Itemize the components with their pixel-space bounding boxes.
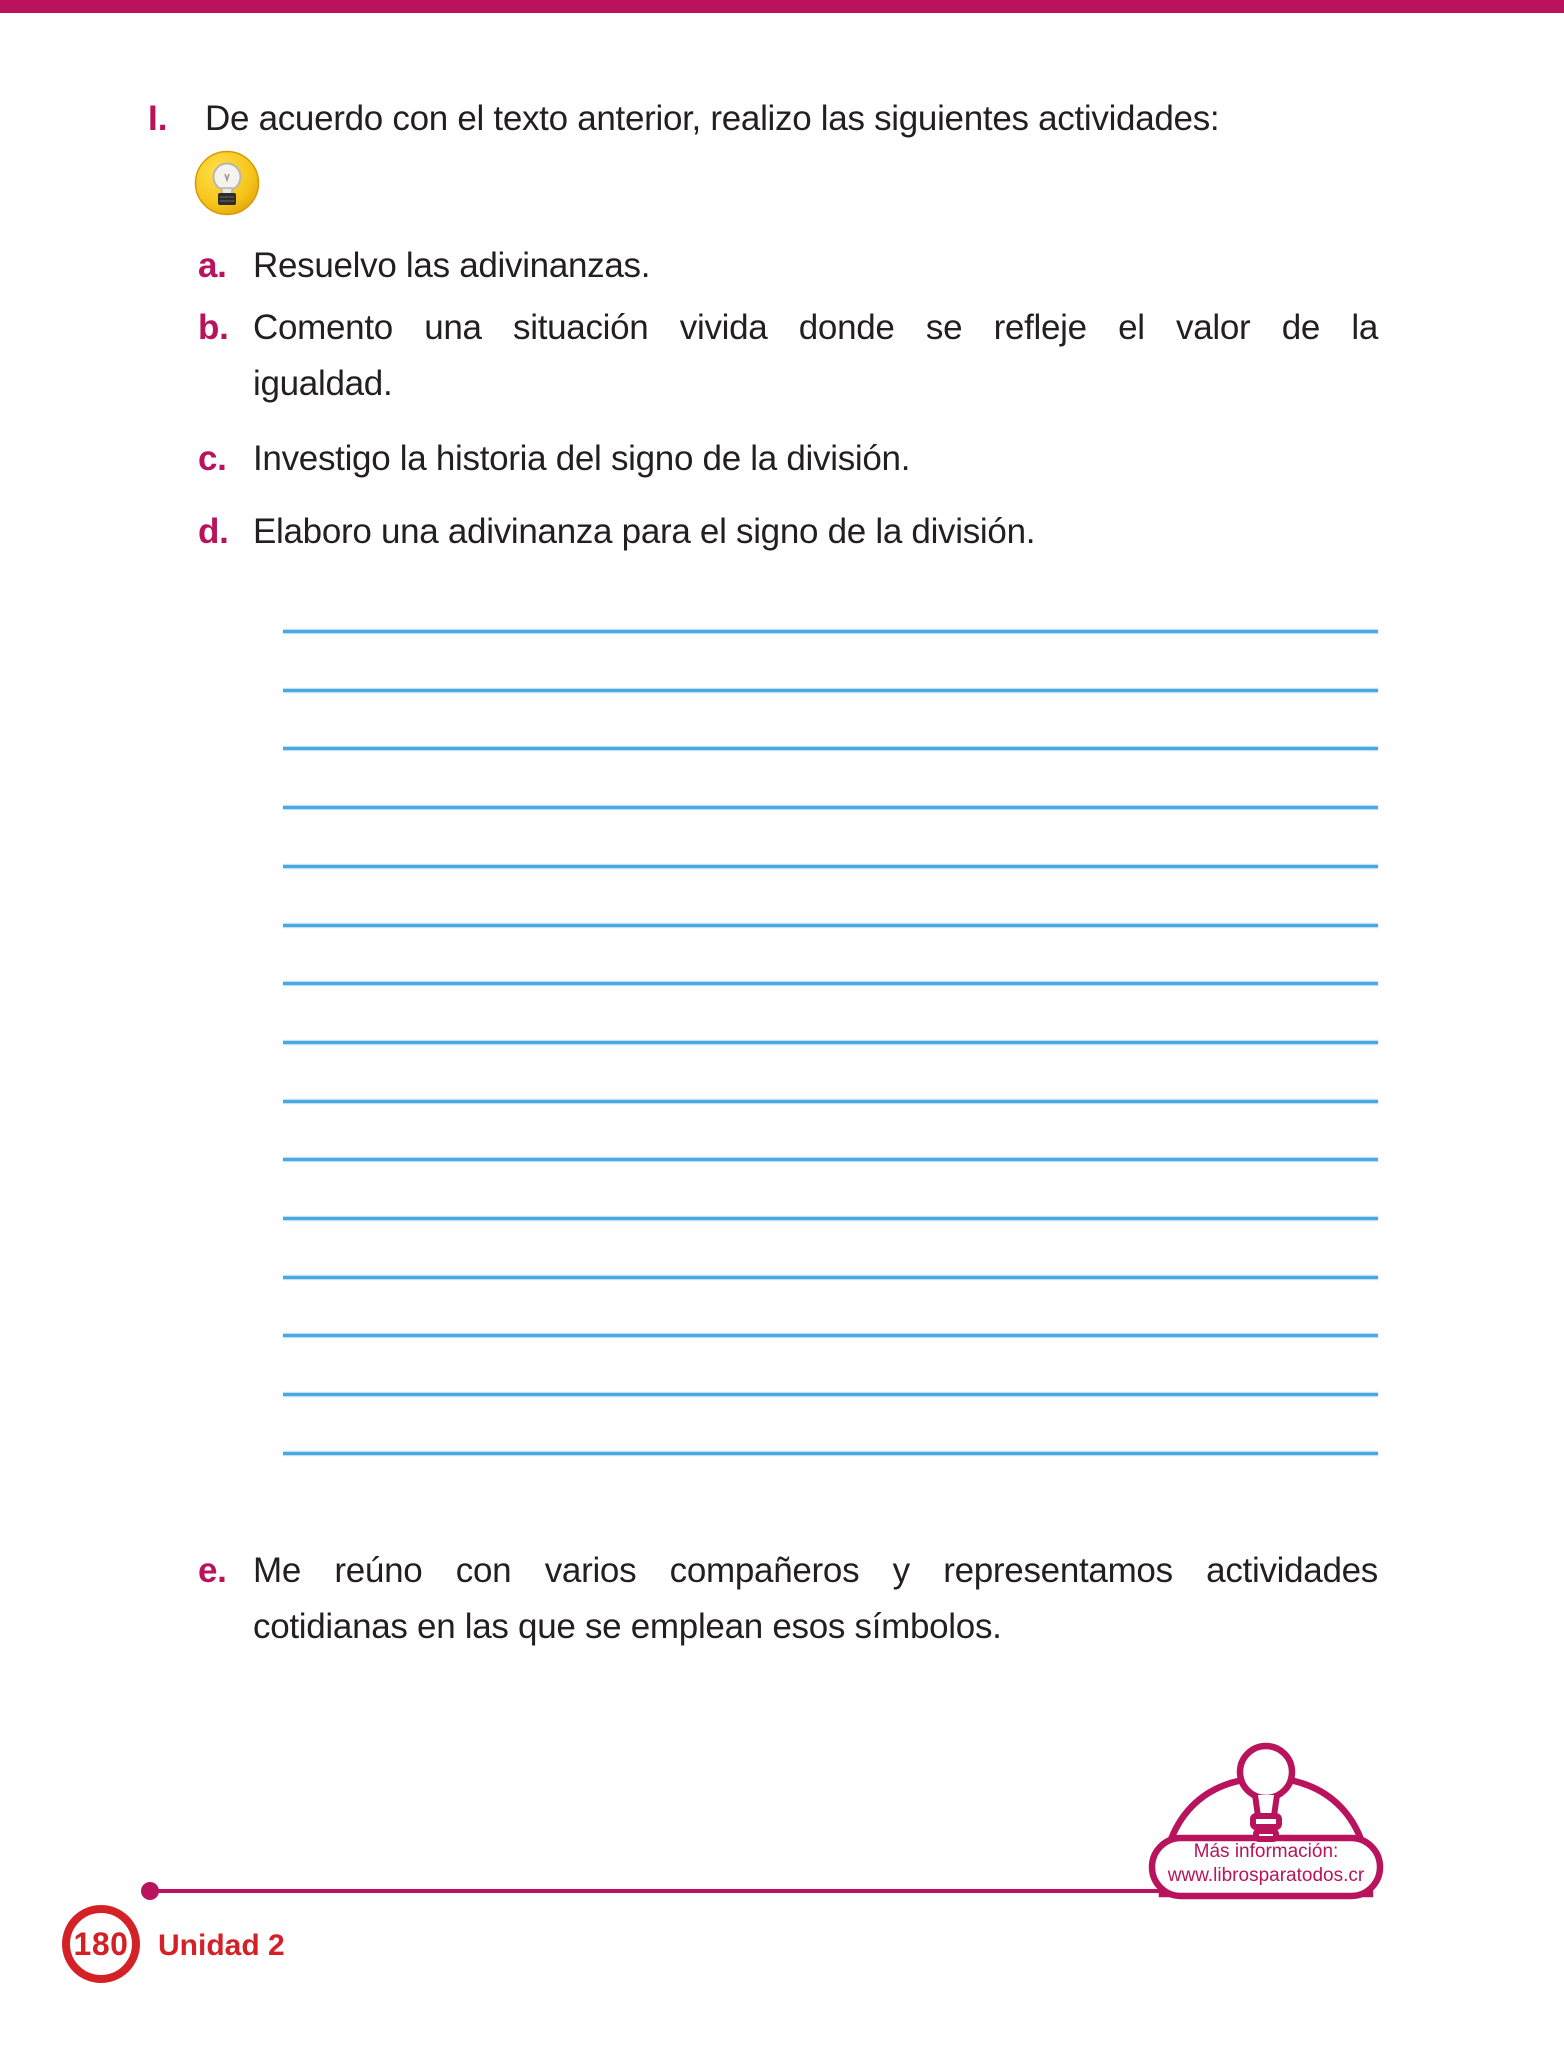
more-info-badge (1146, 1742, 1386, 1902)
activity-text-line: Resuelvo las adivinanzas. (253, 246, 651, 285)
writing-line (283, 1334, 1378, 1337)
activity-text-line: Me reúno con varios compañeros y representamos actividades (253, 1551, 1378, 1590)
writing-line (283, 747, 1378, 750)
more-info-label: Más información: (1193, 1841, 1339, 1862)
activity-text-c (253, 431, 1378, 487)
writing-line (283, 1158, 1378, 1161)
writing-line (283, 689, 1378, 692)
activity-marker-b: b. (198, 308, 229, 347)
page-number: 180 (73, 1925, 129, 1962)
writing-line (283, 1100, 1378, 1103)
activity-text-e (253, 1543, 1378, 1655)
activity-marker-c: c. (198, 439, 227, 478)
more-info-text (1146, 1840, 1386, 1888)
more-info-url: www.librosparatodos.cr (1167, 1865, 1365, 1886)
writing-line (283, 1217, 1378, 1220)
writing-line (283, 1393, 1378, 1396)
footer-rule-dot (141, 1882, 159, 1900)
writing-line (283, 982, 1378, 985)
main-item-marker: I. (148, 99, 168, 138)
writing-lines-area[interactable] (283, 630, 1378, 1458)
activity-text-line: Elaboro una adivinanza para el signo de la división. (253, 512, 1036, 551)
main-item-text: De acuerdo con el texto anterior, realizo las siguientes actividades: (205, 99, 1220, 138)
writing-line (283, 1276, 1378, 1279)
activity-marker-d: d. (198, 512, 229, 551)
top-accent-bar (0, 0, 1564, 13)
activity-text-line: igualdad. (253, 364, 393, 403)
activity-text-b (253, 300, 1378, 412)
writing-line (283, 865, 1378, 868)
writing-line (283, 806, 1378, 809)
activity-marker-e: e. (198, 1551, 227, 1590)
activity-text-a (253, 238, 1378, 294)
writing-line (283, 924, 1378, 927)
page-number-badge (62, 1905, 140, 1983)
activity-marker-a: a. (198, 246, 227, 285)
writing-line (283, 630, 1378, 633)
activity-text-line: cotidianas en las que se emplean esos símbolos. (253, 1607, 1002, 1646)
activity-text-d (253, 504, 1378, 560)
writing-line (283, 1452, 1378, 1455)
writing-line (283, 1041, 1378, 1044)
footer-rule (150, 1889, 1162, 1893)
lightbulb-icon (194, 150, 260, 216)
activity-text-line: Investigo la historia del signo de la división. (253, 439, 911, 478)
activity-text-line: Comento una situación vivida donde se refleje el valor de la (253, 308, 1378, 347)
unit-label: Unidad 2 (158, 1929, 285, 1962)
